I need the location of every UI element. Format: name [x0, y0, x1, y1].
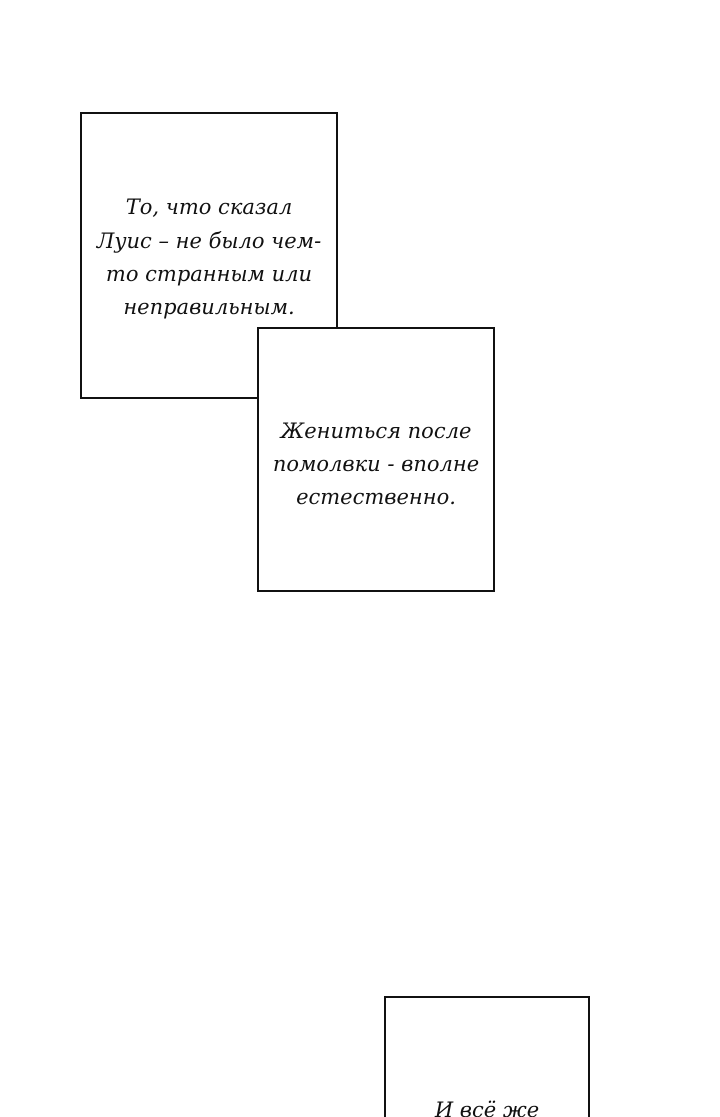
- narration-1-line-2: Луис – не было чем-: [96, 229, 322, 253]
- narration-3-line-1: И всё же: [434, 1098, 540, 1117]
- narration-2-line-2: помолвки - вполне: [272, 452, 480, 476]
- box-joint: [259, 329, 336, 397]
- narration-1-line-4: неправильным.: [123, 295, 295, 319]
- narration-2-line-1: Жениться после: [280, 419, 472, 443]
- narration-1-line-1: То, что сказал: [125, 195, 293, 219]
- narration-1-line-3: то странным или: [105, 262, 313, 286]
- narration-2-line-3: естественно.: [296, 485, 456, 509]
